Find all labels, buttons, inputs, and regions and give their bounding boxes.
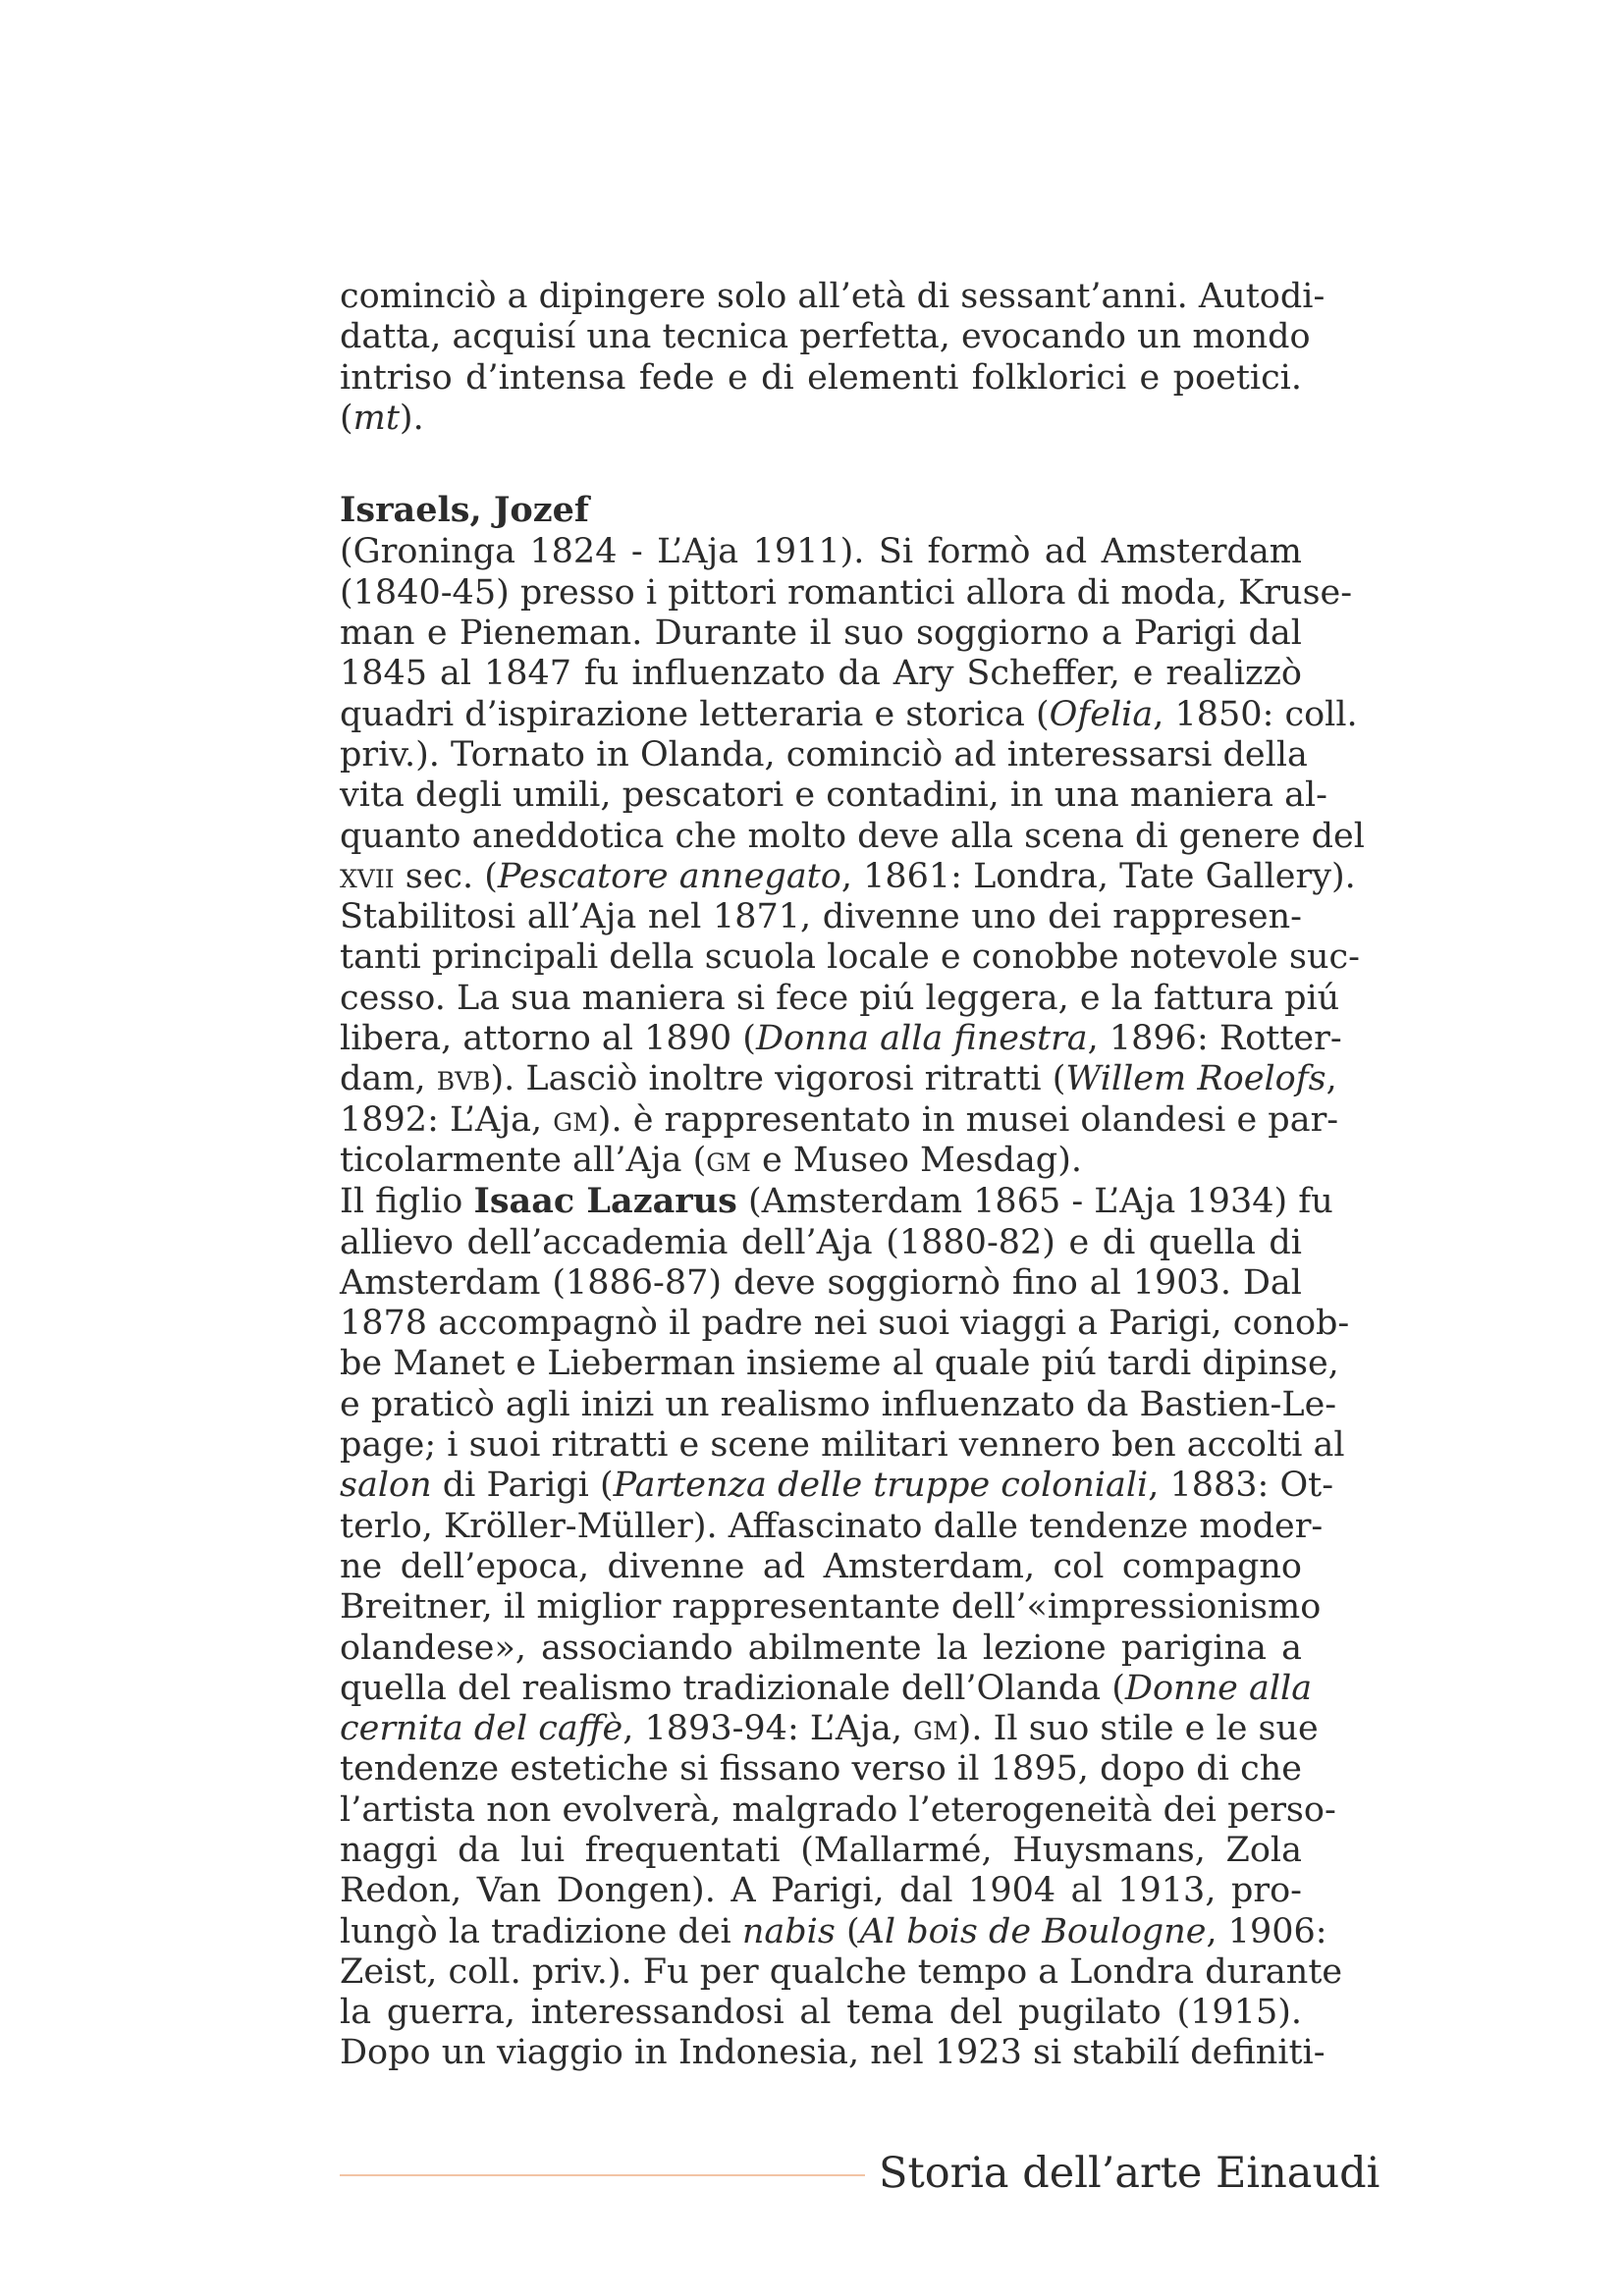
text-line: Breitner, il miglior rappresentante dell’«impressionismo: [340, 1587, 1322, 1628]
artwork-title: Donne alla: [1124, 1668, 1313, 1708]
text-line: (Groninga 1824 - L’Aja 1911). Si formò ad Amsterdam: [340, 532, 1302, 572]
text-line: priv.). Tornato in Olanda, cominciò ad interessarsi della: [340, 734, 1308, 774]
text-line: intriso d’intensa fede e di elementi folklorici e poetici.: [340, 357, 1302, 398]
text-line: datta, acquisí una tecnica perfetta, evocando un mondo: [340, 317, 1311, 357]
person-name: Isaac Lazarus: [473, 1181, 737, 1222]
text-line: Il figlio Isaac Lazarus (Amsterdam 1865 - L’Aja 1934) fu: [340, 1181, 1333, 1222]
text-line: salon di Parigi (Partenza delle truppe coloniali, 1883: Ot-: [340, 1466, 1334, 1506]
text-line: cesso. La sua maniera si fece piú leggera, e la fattura piú: [340, 978, 1340, 1018]
author-credit: (mt).: [340, 398, 424, 438]
museum-abbreviation: gm: [913, 1709, 958, 1749]
text-line: quanto aneddotica che molto deve alla scena di genere del: [340, 816, 1365, 856]
entry-paragraph-1: [340, 532, 1365, 1181]
text-line: olandese», associando abilmente la lezione parigina a: [340, 1628, 1302, 1668]
text-line: xvii sec. (Pescatore annegato, 1861: Londra, Tate Gallery).: [340, 856, 1356, 896]
text-line: 1878 accompagnò il padre nei suoi viaggi a Parigi, conob-: [340, 1304, 1350, 1344]
text-line: cernita del caffè, 1893-94: L’Aja, gm). Il suo stile e le sue: [340, 1709, 1319, 1749]
artwork-title: Willem Roelofs: [1065, 1059, 1326, 1099]
text-line: page; i suoi ritratti e scene militari vennero ben accolti al: [340, 1425, 1345, 1466]
footer-rule: [340, 2174, 865, 2176]
text-line: allievo dell’accademia dell’Aja (1880-82) e di quella di: [340, 1222, 1302, 1262]
artwork-title: Pescatore annegato: [497, 856, 841, 896]
intro-paragraph: [340, 277, 1325, 439]
text-line: naggi da lui frequentati (Mallarmé, Huysmans, Zola: [340, 1830, 1302, 1870]
text-line: (1840-45) presso i pittori romantici allora di moda, Kruse-: [340, 572, 1353, 613]
text-line: man e Pieneman. Durante il suo soggiorno a Parigi dal: [340, 614, 1302, 654]
text-line: e praticò agli inizi un realismo influenzato da Bastien-Le-: [340, 1384, 1337, 1424]
text-line: libera, attorno al 1890 (Donna alla finestra, 1896: Rotter-: [340, 1019, 1342, 1059]
artwork-title: Ofelia: [1049, 694, 1154, 734]
text-line: ne dell’epoca, divenne ad Amsterdam, col compagno: [340, 1546, 1302, 1586]
text-line: tanti principali della scuola locale e conobbe notevole suc-: [340, 937, 1360, 978]
artwork-title: Al bois de Boulogne: [859, 1911, 1207, 1951]
artwork-title: Donna alla finestra: [755, 1019, 1088, 1059]
century-numeral: xvii: [340, 856, 395, 896]
text-line: Zeist, coll. priv.). Fu per qualche tempo a Londra durante: [340, 1951, 1343, 1992]
text-line: Stabilitosi all’Aja nel 1871, divenne uno dei rappresen-: [340, 897, 1302, 937]
text-line: quadri d’ispirazione letteraria e storica (Ofelia, 1850: coll.: [340, 694, 1358, 734]
text-line: vita degli umili, pescatori e contadini, in una maniera al-: [340, 775, 1327, 816]
museum-abbreviation: gm: [553, 1099, 598, 1140]
museum-abbreviation: gm: [706, 1140, 751, 1180]
italic-term: nabis: [741, 1911, 836, 1951]
text-line: Dopo un viaggio in Indonesia, nel 1923 si stabilí definiti-: [340, 2033, 1325, 2073]
text-line: Redon, Van Dongen). A Parigi, dal 1904 al 1913, pro-: [340, 1871, 1302, 1911]
text-line: quella del realismo tradizionale dell’Olanda (Donne alla: [340, 1668, 1313, 1708]
text-line: 1892: L’Aja, gm). è rappresentato in musei olandesi e par-: [340, 1099, 1339, 1140]
museum-abbreviation: bvb: [436, 1059, 491, 1099]
author-initials: mt: [352, 398, 400, 438]
section-gap: [340, 439, 1302, 490]
text-line: l’artista non evolverà, malgrado l’eterogeneità dei perso-: [340, 1789, 1336, 1830]
footer-title: Storia dell’arte Einaudi: [879, 2149, 1380, 2198]
text-line: lungò la tradizione dei nabis (Al bois de Boulogne, 1906:: [340, 1911, 1327, 1951]
text-line: la guerra, interessandosi al tema del pugilato (1915).: [340, 1993, 1302, 2033]
text-line: cominciò a dipingere solo all’età di sessant’anni. Autodi-: [340, 277, 1325, 316]
text-line: Amsterdam (1886-87) deve soggiornò fino al 1903. Dal: [340, 1262, 1302, 1303]
text-line: 1845 al 1847 fu influenzato da Ary Scheffer, e realizzò: [340, 654, 1302, 694]
text-line: be Manet e Lieberman insieme al quale piú tardi dipinse,: [340, 1344, 1339, 1384]
article-column: [340, 277, 1365, 2074]
artwork-title: cernita del caffè: [340, 1709, 623, 1749]
artwork-title: Partenza delle truppe coloniali: [613, 1466, 1149, 1506]
text-line: terlo, Kröller-Müller). Affascinato dalle tendenze moder-: [340, 1506, 1324, 1546]
entry-paragraph-2: [340, 1181, 1350, 2074]
italic-term: salon: [340, 1466, 432, 1506]
text-line: dam, bvb). Lasciò inoltre vigorosi ritratti (Willem Roelofs,: [340, 1059, 1337, 1099]
entry-heading: Israels, Jozef: [340, 490, 589, 531]
text-line: tendenze estetiche si fissano verso il 1895, dopo di che: [340, 1749, 1302, 1789]
text-line: ticolarmente all’Aja (gm e Museo Mesdag).: [340, 1140, 1082, 1180]
